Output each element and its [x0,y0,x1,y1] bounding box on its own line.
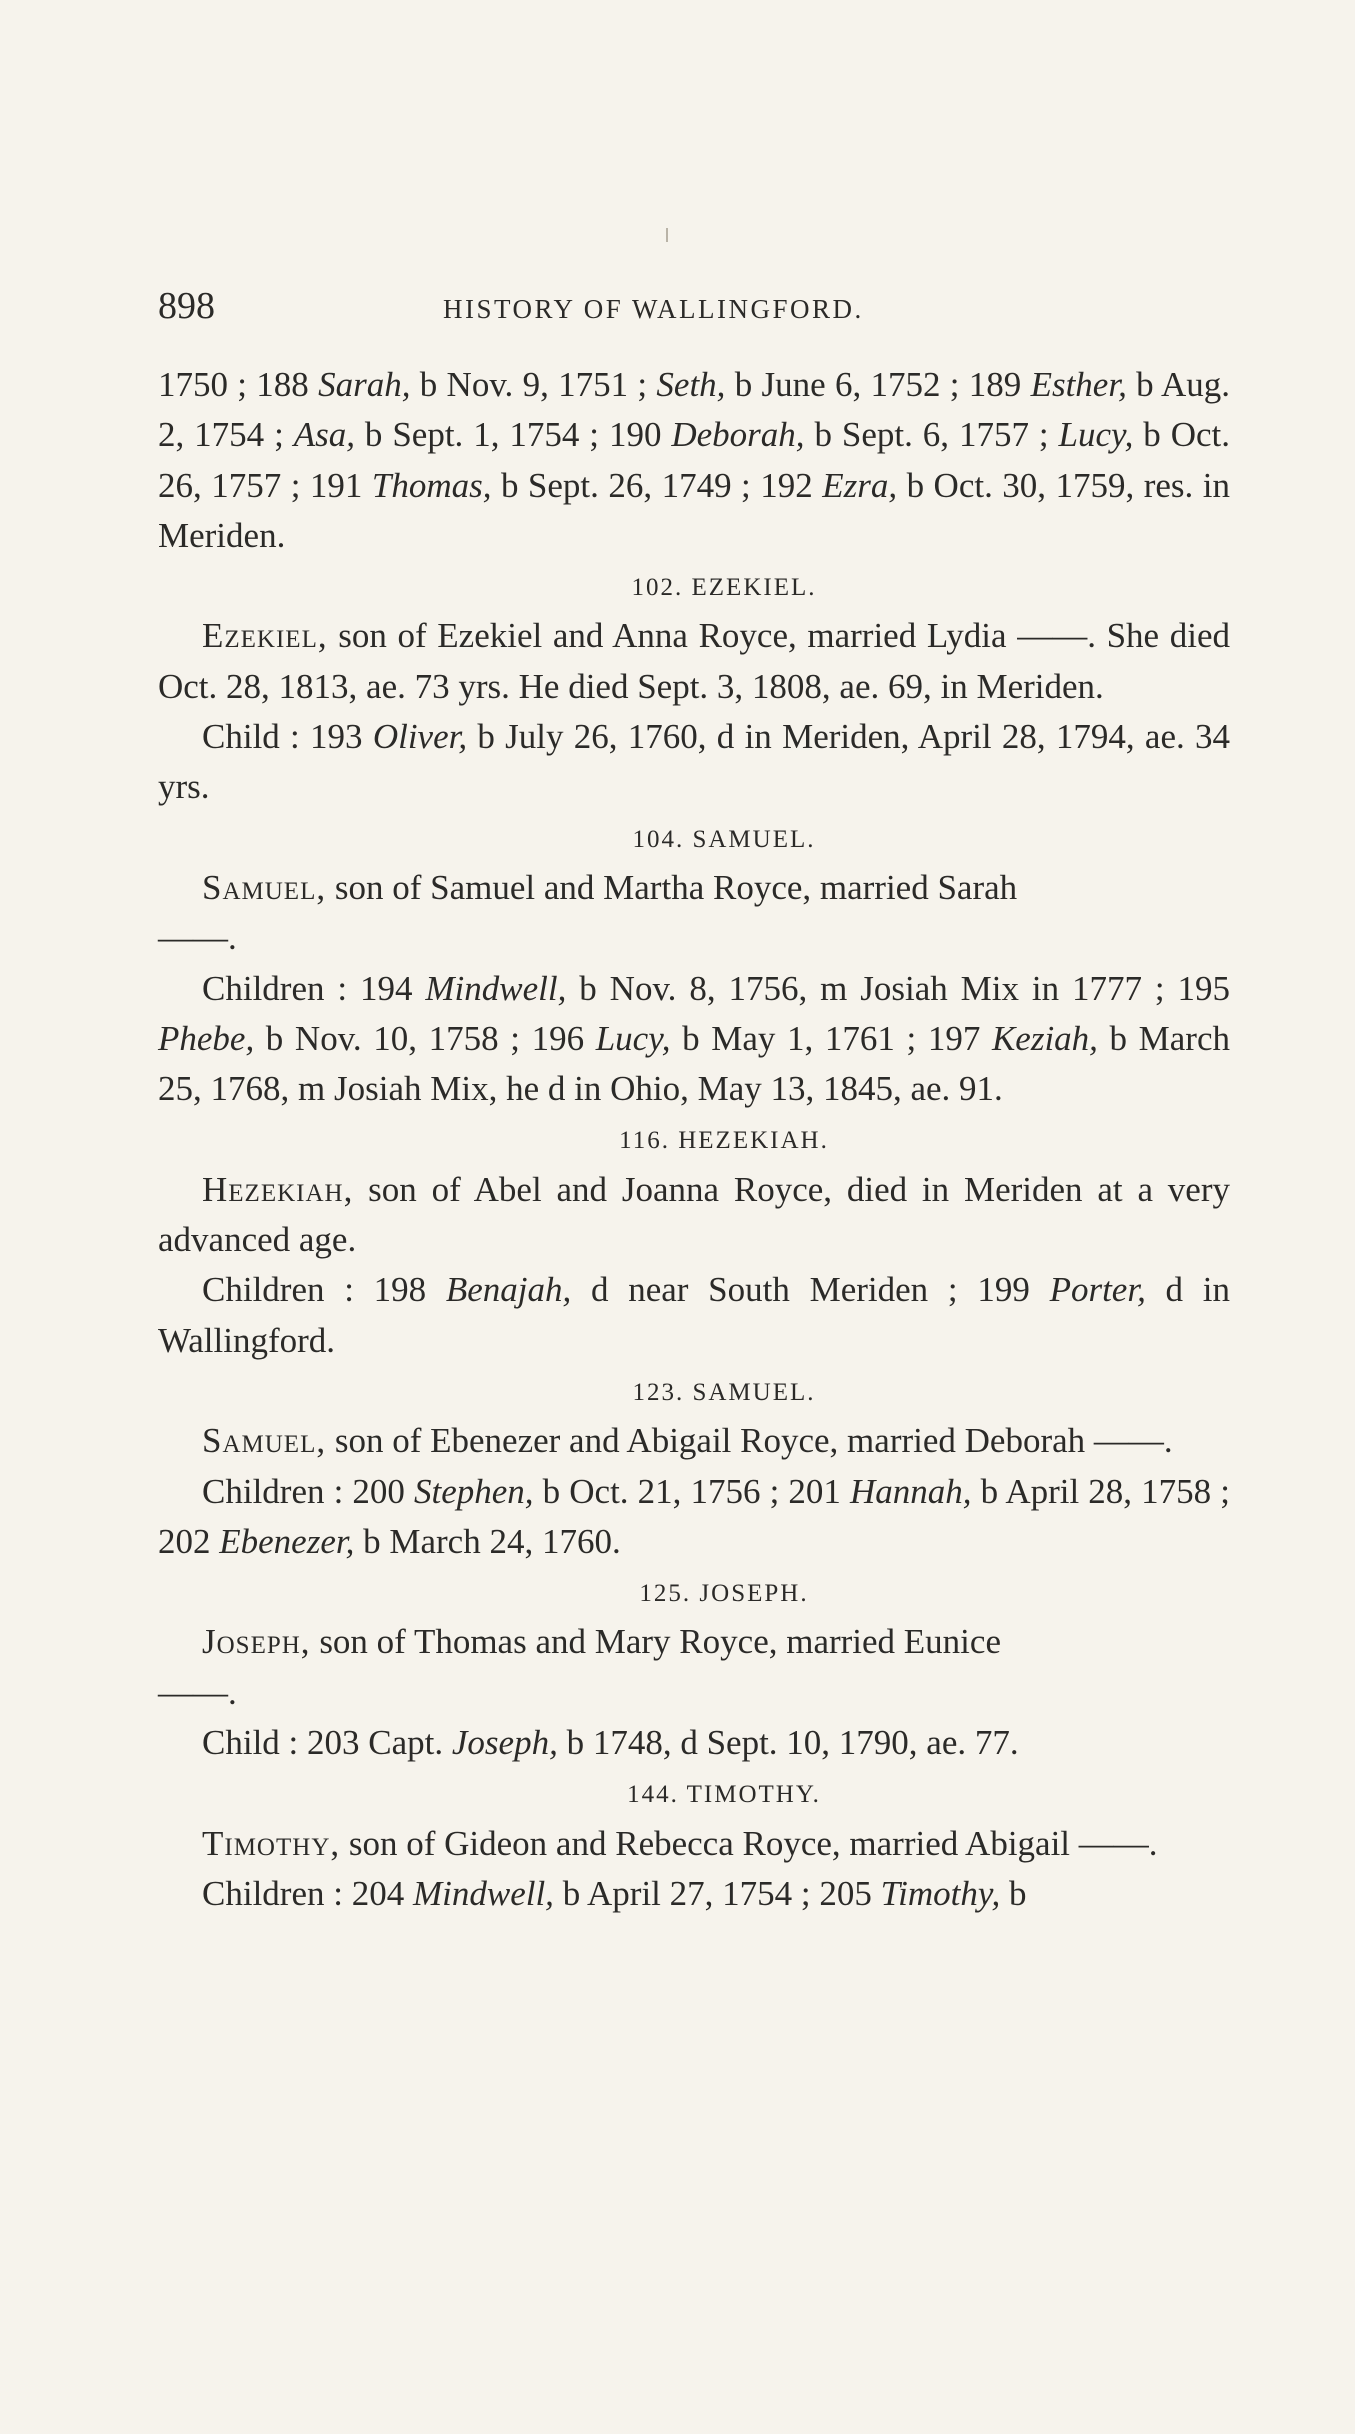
entry-heading-102: 102. EZEKIEL. [631,574,817,602]
text-run: b Sept. 26, 1749 ; 192 [491,465,823,505]
children-paragraph-125 [158,1718,1230,1768]
text-run: b Nov. 10, 1758 ; 196 [254,1018,596,1058]
entry-paragraph-123 [158,1416,1230,1466]
child-name: Ezra, [822,465,898,505]
child-name: Esther, [1030,365,1127,404]
text-run: b March 24, 1760. [354,1521,621,1561]
child-name: Benajah, [445,1270,572,1310]
entry-paragraph-116 [158,1165,1230,1266]
text-run: Child : 203 Capt. [202,1723,452,1763]
text-run: d in Wallingford. [158,1270,1230,1360]
child-name: Ebenezer, [219,1521,355,1561]
text-run: Children : 204 [202,1873,413,1913]
text-run: b Sept. 6, 1757 ; [804,415,1059,455]
child-name: Mindwell, [412,1873,554,1913]
children-paragraph-102 [158,712,1230,813]
entry-heading-116: 116. HEZEKIAH. [619,1127,829,1155]
book-page [158,0,1230,2434]
running-title: HISTORY OF WALLINGFORD. [443,294,864,324]
text-run: b Sept. 1, 1754 ; 190 [354,415,672,455]
child-name: Lucy, [1058,415,1134,455]
text-run: b 1748, d Sept. 10, 1790, ae. 77. [557,1723,1019,1763]
child-name: Phebe, [158,1018,255,1058]
text-run: Children : 200 [202,1471,415,1511]
children-paragraph-144 [158,1869,1230,1919]
person-name: Hezekiah, [202,1169,354,1209]
text-run: 1750 ; 188 [158,365,319,404]
entry-paragraph-125 [158,1617,1230,1718]
opening-paragraph [158,360,1230,561]
child-name: Keziah, [991,1018,1098,1058]
text-run: Child : 193 [202,717,373,757]
text-run: b June 6, 1752 ; 189 [725,365,1031,404]
child-name: Oliver, [372,717,468,757]
child-name: Lucy, [595,1018,671,1058]
text-run: son of Thomas and Mary Royce, married Eunice [310,1622,1001,1662]
text-run: Children : 198 [202,1270,446,1310]
entry-heading-144: 144. TIMOTHY. [627,1781,821,1809]
running-head [158,280,1230,340]
text-run: son of Abel and Joanna Royce, died in Meriden at a very advanced age. [158,1169,1230,1260]
text-run: b Oct. 21, 1756 ; 201 [533,1471,851,1511]
text-run: b April 27, 1754 ; 205 [553,1873,881,1913]
text-run: b July 26, 1760, d in Meriden, April 28, 1794, ae. 34 yrs. [158,717,1230,807]
entry-heading-125: 125. JOSEPH. [639,1580,809,1608]
child-name: Sarah, [318,365,411,404]
body-text [158,360,1230,1919]
text-run: son of Gideon and Rebecca Royce, married Abigail ——. [340,1823,1158,1863]
text-run: b Aug. 2, 1754 ; [158,365,1230,455]
person-name: Samuel, [202,867,327,907]
person-name: Joseph, [202,1622,311,1662]
child-name: Seth, [656,365,726,404]
blank-dash: ——. [158,918,237,958]
text-run: b March 25, 1768, m Josiah Mix, he d in Ohio, May 13, 1845, ae. 91. [158,1018,1230,1109]
child-name: Porter, [1049,1270,1146,1310]
child-name: Deborah, [671,415,805,455]
child-name: Thomas, [371,465,492,505]
child-name: Timothy, [880,1873,1001,1913]
text-run: son of Samuel and Martha Royce, married Sarah [326,867,1018,907]
print-speck [666,228,668,242]
person-name: Timothy, [202,1823,341,1863]
text-run: b Nov. 8, 1756, m Josiah Mix in 1777 ; 195 [566,968,1230,1008]
child-name: Stephen, [414,1471,534,1511]
text-run: b April 28, 1758 ; 202 [158,1471,1230,1561]
text-run: b Oct. 30, 1759, res. in Meriden. [158,465,1230,555]
text-run: son of Ezekiel and Anna Royce, married Lydia ——. She died Oct. 28, 1813, ae. 73 yrs. He died Sept. 3, 1808, ae. 69, in Meriden. [158,616,1230,706]
text-run: d near South Meriden ; 199 [571,1270,1050,1310]
entry-paragraph-104 [158,863,1230,964]
child-name: Mindwell, [425,968,567,1008]
text-run: b May 1, 1761 ; 197 [670,1018,992,1058]
blank-dash: ——. [158,1672,237,1712]
entry-heading-104: 104. SAMUEL. [632,825,816,853]
text-run: b Oct. 26, 1757 ; 191 [158,415,1230,505]
entry-paragraph-144 [158,1819,1230,1869]
entry-heading-123: 123. SAMUEL. [632,1378,816,1406]
children-paragraph-116 [158,1265,1230,1366]
text-run: Children : 194 [202,968,426,1008]
person-name: Ezekiel, [202,616,328,656]
text-run: son of Ebenezer and Abigail Royce, married Deborah ——. [326,1421,1173,1461]
text-run: b [1000,1873,1027,1913]
child-name: Asa, [293,415,355,455]
child-name: Joseph, [451,1723,558,1763]
page-number: 898 [158,285,215,327]
children-paragraph-123 [158,1467,1230,1568]
children-paragraph-104 [158,964,1230,1115]
child-name: Hannah, [850,1471,972,1511]
entry-paragraph-102 [158,611,1230,712]
text-run: b Nov. 9, 1751 ; [410,365,657,404]
person-name: Samuel, [202,1421,327,1461]
